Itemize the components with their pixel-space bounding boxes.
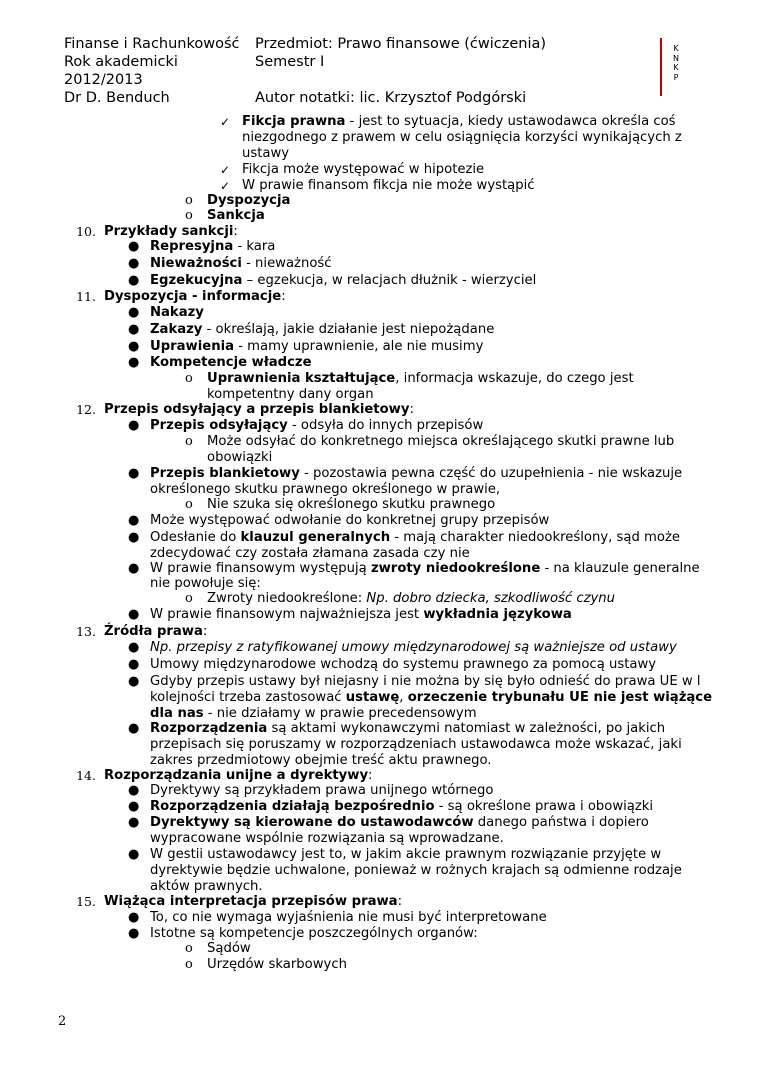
bullet-icon: ● bbox=[128, 910, 140, 925]
header-subject: Przedmiot: Prawo finansowe (ćwiczenia) bbox=[255, 36, 547, 52]
list-item: Nieważności - nieważność bbox=[150, 256, 332, 271]
section-number: 10. bbox=[76, 224, 96, 239]
bullet-icon: ● bbox=[128, 640, 140, 655]
section-number: 15. bbox=[76, 894, 96, 909]
checkmark-icon: ✓ bbox=[220, 115, 231, 129]
bullet-icon: ● bbox=[128, 355, 140, 370]
list-item-cont: nie powołuje się: bbox=[150, 576, 261, 591]
section-heading: Przykłady sankcji: bbox=[104, 224, 238, 239]
knkp-logo bbox=[672, 44, 680, 82]
list-item-cont: ustawy bbox=[242, 146, 290, 161]
list-item: Odesłanie do klauzul generalnych - mają charakter niedookreślony, sąd może bbox=[150, 530, 680, 545]
bullet-icon: ● bbox=[128, 799, 140, 814]
header-semester: Semestr I bbox=[255, 54, 325, 70]
list-item: To, co nie wymaga wyjaśnienia nie musi być interpretowane bbox=[150, 910, 547, 925]
bullet-icon: ● bbox=[128, 239, 140, 254]
logo-letter: K bbox=[673, 44, 679, 53]
list-item: Przepis blankietowy - pozostawia pewna część do uzupełnienia - nie wskazuje bbox=[150, 466, 683, 481]
circle-bullet-icon: o bbox=[185, 434, 193, 449]
list-item-cont: obowiązki bbox=[207, 450, 273, 465]
header-year-label: Rok akademicki bbox=[64, 54, 178, 70]
logo-letter: N bbox=[673, 53, 679, 63]
bullet-icon: ● bbox=[128, 418, 140, 433]
list-item: W prawie finansowym występują zwroty niedookreślone - na klauzule generalne bbox=[150, 561, 700, 576]
bullet-icon: ● bbox=[128, 657, 140, 672]
section-heading: Dyspozycja - informacje: bbox=[104, 289, 286, 304]
bullet-icon: ● bbox=[128, 256, 140, 271]
checkmark-icon: ✓ bbox=[220, 179, 231, 193]
list-item-cont: dyrektywie będzie uchwalone, ponieważ w rożnych krajach są odmienne rodzaje bbox=[150, 863, 682, 878]
list-item: Uprawnienia kształtujące, informacja wskazuje, do czego jest bbox=[207, 371, 634, 386]
bullet-icon: ● bbox=[128, 466, 140, 481]
circle-bullet-icon: o bbox=[185, 591, 193, 606]
list-item: Urzędów skarbowych bbox=[207, 957, 347, 972]
bullet-icon: ● bbox=[128, 926, 140, 941]
circle-bullet-icon: o bbox=[185, 957, 193, 972]
section-number: 12. bbox=[76, 402, 96, 417]
bullet-icon: ● bbox=[128, 815, 140, 830]
circle-bullet-icon: o bbox=[185, 941, 193, 956]
list-item-cont: kompetentny dany organ bbox=[207, 387, 374, 402]
header-right bbox=[255, 35, 546, 107]
list-item-cont: przepisach się poruszamy w rozporządzeniach ustawodawca może wskazać, jaki bbox=[150, 737, 682, 752]
list-item: Może występować odwołanie do konkretnej grupy przepisów bbox=[150, 513, 550, 528]
logo-letter: K bbox=[673, 63, 679, 72]
list-item: Zwroty niedookreślone: Np. dobro dziecka, szkodliwość czynu bbox=[207, 591, 616, 606]
list-item: Rozporządzenia są aktami wykonawczymi natomiast w zależności, po jakich bbox=[150, 721, 666, 736]
checkmark-icon: ✓ bbox=[220, 163, 231, 177]
section-number: 13. bbox=[76, 624, 96, 639]
header-lecturer: Dr D. Benduch bbox=[64, 90, 170, 106]
list-item: Sankcja bbox=[207, 208, 265, 223]
section-heading: Źródła prawa: bbox=[104, 624, 208, 639]
section-heading: Rozporządzania unijne a dyrektywy: bbox=[104, 768, 373, 783]
header-faculty: Finanse i Rachunkowość bbox=[64, 36, 240, 52]
bullet-icon: ● bbox=[128, 530, 140, 545]
header-left bbox=[64, 35, 240, 107]
list-item: W prawie finansowym najważniejsza jest wykładnia językowa bbox=[150, 607, 572, 622]
list-item: Np. przepisy z ratyfikowanej umowy międzynarodowej są ważniejsze od ustawy bbox=[150, 640, 677, 655]
header-author: Autor notatki: lic. Krzysztof Podgórski bbox=[255, 90, 527, 106]
circle-bullet-icon: o bbox=[185, 208, 193, 223]
circle-bullet-icon: o bbox=[185, 497, 193, 512]
list-item: Rozporządzenia działają bezpośrednio - są określone prawa i obowiązki bbox=[150, 799, 654, 814]
list-item: Może odsyłać do konkretnego miejsca określającego skutki prawne lub bbox=[207, 434, 675, 449]
list-item-cont: zdecydować czy została złamana zasada czy nie bbox=[150, 546, 470, 561]
list-item: Dyspozycja bbox=[207, 193, 291, 208]
header-accent-bar bbox=[660, 38, 662, 96]
bullet-icon: ● bbox=[128, 721, 140, 736]
bullet-icon: ● bbox=[128, 322, 140, 337]
bullet-icon: ● bbox=[128, 674, 140, 689]
list-item-cont: dla nas - nie działamy w prawie precedensowym bbox=[150, 706, 477, 721]
bullet-icon: ● bbox=[128, 339, 140, 354]
list-item: Istotne są kompetencje poszczególnych organów: bbox=[150, 926, 478, 941]
list-item: Dyrektywy są przykładem prawa unijnego wtórnego bbox=[150, 783, 494, 798]
bullet-icon: ● bbox=[128, 847, 140, 862]
list-item: W gestii ustawodawcy jest to, w jakim akcie prawnym rozwiązanie przyjęte w bbox=[150, 847, 662, 862]
list-item-cont: zakres przedmiotowy obejmie treść aktu prawnego. bbox=[150, 753, 492, 768]
list-item: Zakazy - określają, jakie działanie jest niepożądane bbox=[150, 322, 495, 337]
list-item-cont: kolejności trzeba zastosować ustawę, orzeczenie trybunału UE nie jest wiążące bbox=[150, 690, 713, 705]
list-item: Egzekucyjna – egzekucja, w relacjach dłużnik - wierzyciel bbox=[150, 273, 537, 288]
page-number: 2 bbox=[58, 1014, 67, 1029]
list-item: Nie szuka się określonego skutku prawnego bbox=[207, 497, 496, 512]
header-year: 2012/2013 bbox=[64, 72, 143, 88]
list-item: Przepis odsyłający - odsyła do innych przepisów bbox=[150, 418, 484, 433]
bullet-icon: ● bbox=[128, 273, 140, 288]
bullet-icon: ● bbox=[128, 783, 140, 798]
list-item: Uprawienia - mamy uprawnienie, ale nie musimy bbox=[150, 339, 484, 354]
list-item: Fikcja może występować w hipotezie bbox=[242, 162, 485, 177]
list-item: Gdyby przepis ustawy był niejasny i nie można by się było odnieść do prawa UE w l bbox=[150, 674, 701, 689]
section-number: 14. bbox=[76, 768, 96, 783]
bullet-icon: ● bbox=[128, 561, 140, 576]
list-item: Fikcja prawna - jest to sytuacja, kiedy ustawodawca określa coś bbox=[242, 114, 676, 129]
list-item-cont: wypracowane wspólnie rozwiązania są wprowadzane. bbox=[150, 831, 504, 846]
circle-bullet-icon: o bbox=[185, 371, 193, 386]
list-item-cont: aktów prawnych. bbox=[150, 879, 263, 894]
bullet-icon: ● bbox=[128, 305, 140, 320]
logo-letter: P bbox=[673, 72, 679, 82]
section-heading: Przepis odsyłający a przepis blankietowy: bbox=[104, 402, 414, 417]
bullet-icon: ● bbox=[128, 607, 140, 622]
list-item: Umowy międzynarodowe wchodzą do systemu prawnego za pomocą ustawy bbox=[150, 657, 657, 672]
list-item: W prawie finansom fikcja nie może wystąpić bbox=[242, 178, 535, 193]
list-item: Sądów bbox=[207, 941, 251, 956]
list-item: Nakazy bbox=[150, 305, 204, 320]
list-item: Dyrektywy są kierowane do ustawodawców danego państwa i dopiero bbox=[150, 815, 649, 830]
bullet-icon: ● bbox=[128, 513, 140, 528]
list-item: Represyjna - kara bbox=[150, 239, 276, 254]
list-item-cont: określonego skutku prawnego określonego w prawie, bbox=[150, 482, 501, 497]
header-blank bbox=[255, 71, 546, 89]
section-number: 11. bbox=[76, 289, 96, 304]
list-item: Kompetencje władcze bbox=[150, 355, 312, 370]
section-heading: Wiążąca interpretacja przepisów prawa: bbox=[104, 894, 403, 909]
list-item-cont: niezgodnego z prawem w celu osiągnięcia korzyści wynikających z bbox=[242, 130, 682, 145]
circle-bullet-icon: o bbox=[185, 193, 193, 208]
